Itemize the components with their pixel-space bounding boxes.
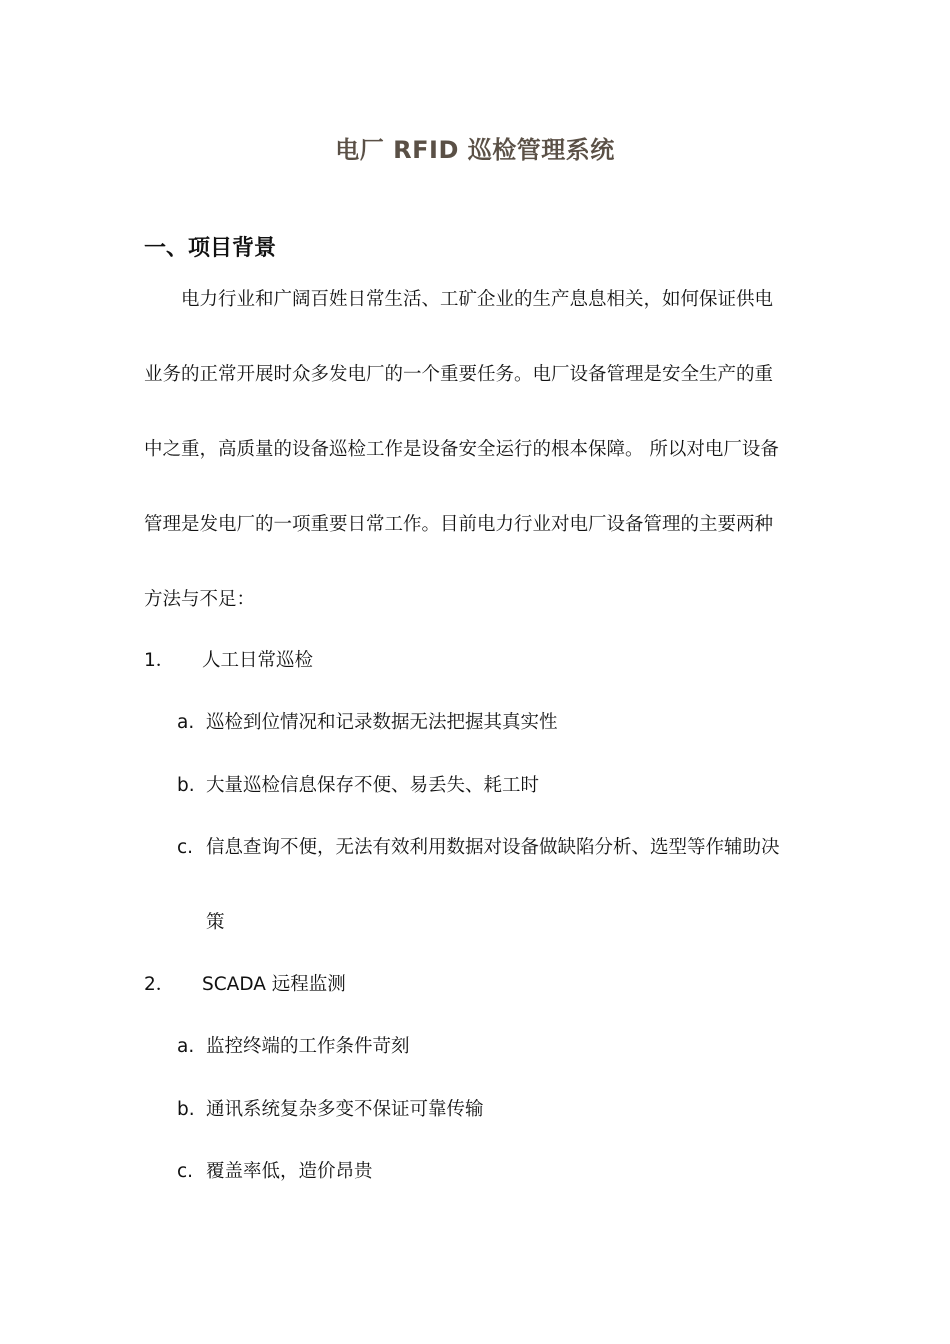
list-item-title: 人工日常巡检: [202, 650, 314, 671]
sub-item-letter: b.: [177, 1099, 195, 1120]
list-number: 2．: [144, 974, 175, 995]
list-number: 1．: [144, 650, 175, 671]
sub-item-letter: c.: [177, 837, 194, 858]
sub-item-letter: c.: [177, 1161, 194, 1182]
paragraph-line: 方法与不足：: [144, 589, 256, 610]
sub-item-text: 监控终端的工作条件苛刻: [206, 1036, 410, 1057]
document-title: 电厂 RFID 巡检管理系统: [335, 136, 615, 164]
paragraph-line: 电力行业和广阔百姓日常生活、工矿企业的生产息息相关，如何保证供电: [181, 289, 774, 310]
sub-item-text: 巡检到位情况和记录数据无法把握其真实性: [206, 712, 558, 733]
sub-item-letter: a.: [177, 712, 195, 733]
paragraph-line: 中之重，高质量的设备巡检工作是设备安全运行的根本保障。 所以对电厂设备: [144, 439, 779, 460]
paragraph-line: 业务的正常开展时众多发电厂的一个重要任务。电厂设备管理是安全生产的重: [144, 364, 774, 385]
sub-item-text: 信息查询不便，无法有效利用数据对设备做缺陷分析、选型等作辅助决: [206, 837, 780, 858]
sub-item-letter: a.: [177, 1036, 195, 1057]
sub-item-letter: b.: [177, 775, 195, 796]
list-item-title: SCADA 远程监测: [202, 974, 346, 995]
sub-item-text-continued: 策: [206, 912, 225, 933]
paragraph-line: 管理是发电厂的一项重要日常工作。目前电力行业对电厂设备管理的主要两种: [144, 514, 774, 535]
sub-item-text: 大量巡检信息保存不便、易丢失、耗工时: [206, 775, 540, 796]
sub-item-text: 覆盖率低，造价昂贵: [206, 1161, 373, 1182]
section-heading: 一、项目背景: [144, 236, 277, 261]
sub-item-text: 通讯系统复杂多变不保证可靠传输: [206, 1099, 484, 1120]
